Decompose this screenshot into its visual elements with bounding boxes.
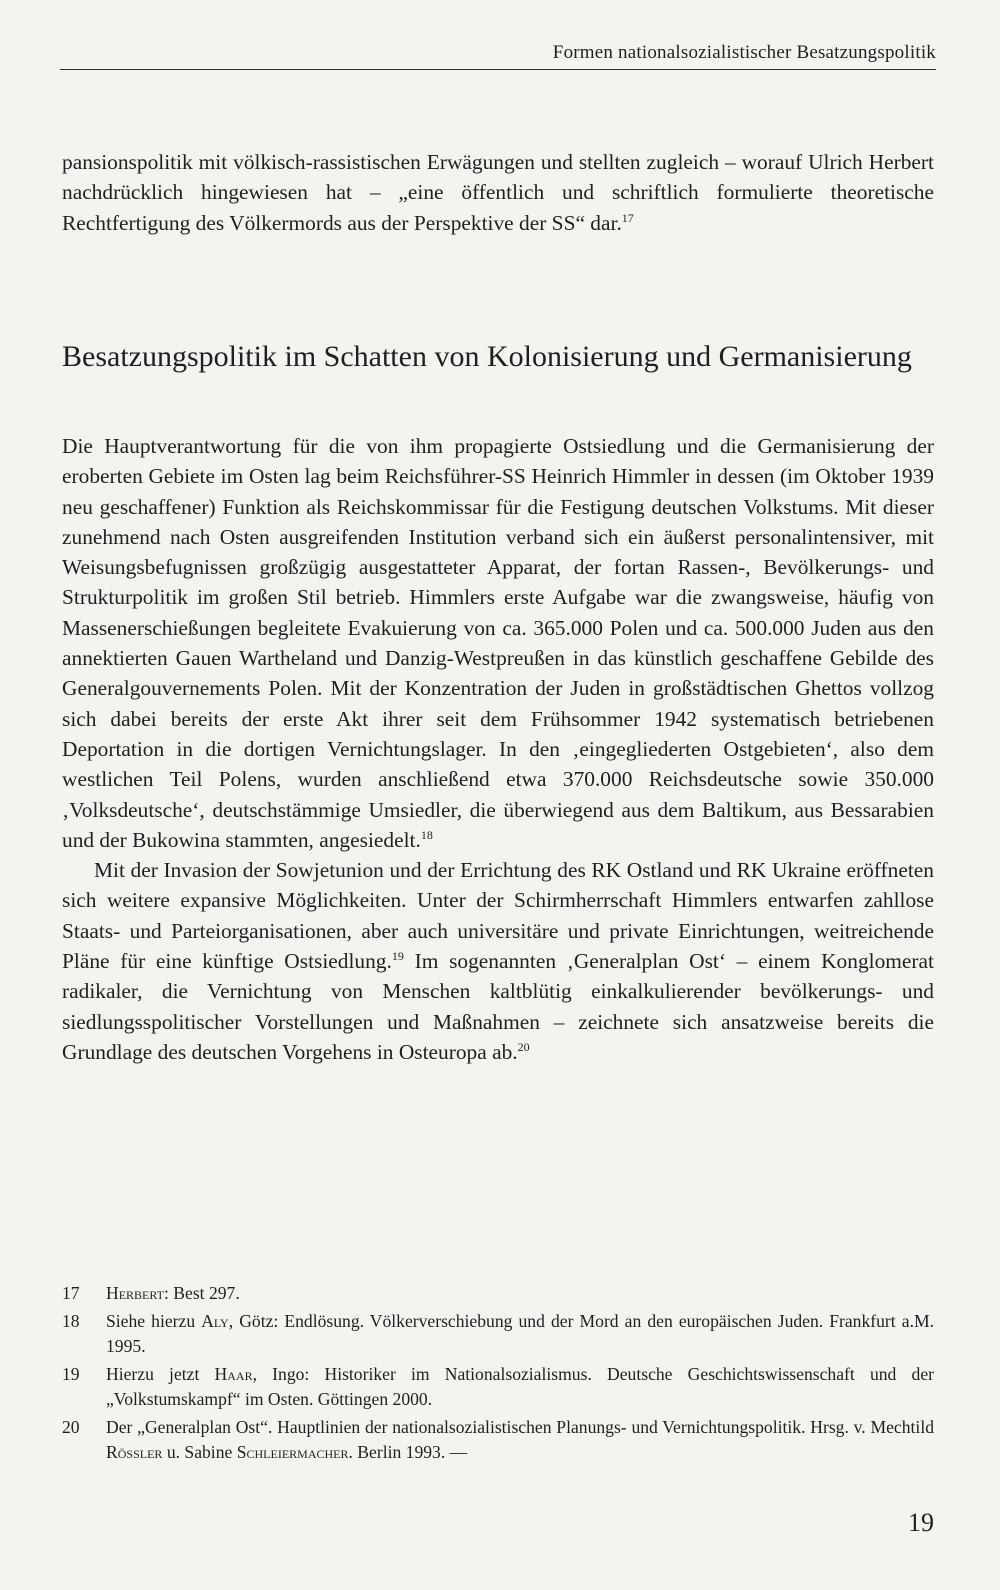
footnote: [62, 1362, 934, 1412]
paragraph-2: [62, 855, 934, 1067]
footnote-body: , Ingo: Historiker im Nationalsozialismus. Deutsche Geschichtswissenschaft und der „Volkstumskampf“ im Osten. Göttingen 2000.: [106, 1364, 934, 1409]
footnote-number: 17: [62, 1283, 80, 1303]
footnote-ref-20[interactable]: 20: [517, 1039, 530, 1054]
footnote-number: 20: [62, 1417, 80, 1437]
running-head: Formen nationalsozialistischer Besatzungspolitik: [60, 42, 936, 70]
footnote-pre: Hierzu jetzt: [106, 1364, 215, 1384]
footnote-mid: u. Sabine: [162, 1442, 237, 1462]
footnote: [62, 1281, 934, 1306]
footnote-pre: Siehe hierzu: [106, 1311, 202, 1331]
section-title: Besatzungspolitik im Schatten von Kolonisierung und Germanisierung: [62, 340, 912, 373]
footnote-text: [106, 1281, 934, 1306]
intro-text: pansionspolitik mit völkisch-rassistischen Erwägungen und stellten zugleich – worauf Ulrich Herbert nachdrücklich hingewiesen hat – „eine öffentlich und schriftlich formulierte theoretische Rechtfertigung des Völkermords aus der Perspektive der SS“ dar.: [62, 150, 934, 235]
footnote-author: Haar: [214, 1364, 253, 1384]
footnote-text: [106, 1415, 934, 1465]
footnote-author-2: Schleiermacher: [236, 1442, 349, 1462]
footnotes: [62, 1281, 934, 1468]
footnote-body: . Berlin 1993. —: [348, 1442, 468, 1462]
footnote: [62, 1309, 934, 1359]
footnote-text: [106, 1309, 934, 1359]
paragraph-1-text: Die Hauptverantwortung für die von ihm propagierte Ostsiedlung und die Germanisierung der eroberten Gebiete im Osten lag beim Reichsführer-SS Heinrich Himmler in dessen (im Oktober 1939 neu geschaffener) Funktion als Reichskommissar für die Festigung deutschen Volkstums. Mit dieser zunehmend nach Osten ausgreifenden Institution verband sich ein äußerst personalintensiver, mit Weisungsbefugnissen großzügig ausgestatteter Apparat, der fortan Rassen-, Bevölkerungs- und Strukturpolitik im großen Stil betrieb. Himmlers erste Aufgabe war die zwangsweise, häufig von Massenerschießungen begleitete Evakuierung von ca. 365.000 Polen und ca. 500.000 Juden aus den annektierten Gauen Wartheland und Danzig-Westpreußen in das künstlich geschaffene Gebilde des Generalgouvernements Polen. Mit der Konzentration der Juden in großstädtischen Ghettos vollzog sich dabei bereits der erste Akt ihrer seit dem Frühsommer 1942 systematisch betriebenen Deportation in die dortigen Vernichtungslager. In den ‚eingegliederten Ostgebieten‘, also dem westlichen Teil Polens, wurden anschließend etwa 370.000 Reichsdeutsche sowie 350.000 ‚Volksdeutsche‘, deutschstämmige Umsiedler, die überwiegend aus dem Baltikum, aus Bessarabien und der Bukowina stammten, angesiedelt.: [62, 434, 934, 852]
section-body: [62, 431, 934, 1067]
footnote-ref-17[interactable]: 17: [621, 210, 634, 225]
paragraph-2-text-cont: Im sogenannten ‚Generalplan Ost‘ – einem Konglomerat radikaler, die Vernichtung von Menschen kaltblütig einkalkulierender bevölkerungs- und siedlungsspolitischer Vorstellungen und Maßnahmen – zeichnete sich ansatzweise bereits die Grundlage des deutschen Vorgehens in Osteuropa ab.: [62, 949, 934, 1064]
footnote-ref-18[interactable]: 18: [420, 827, 433, 842]
footnote-pre: Der „Generalplan Ost“. Hauptlinien der nationalsozialistischen Planungs- und Vernichtungspolitik. Hrsg. v. Mechtild: [106, 1417, 934, 1437]
intro-paragraph: [62, 147, 934, 238]
footnote-body: : Best 297.: [164, 1283, 240, 1303]
footnote-author: Herbert: [106, 1283, 164, 1303]
page-number: 19: [908, 1508, 934, 1537]
footnote-number: 18: [62, 1311, 80, 1331]
footnote-ref-19[interactable]: 19: [391, 948, 404, 963]
footnote-body: , Götz: Endlösung. Völkerverschiebung und der Mord an den europäischen Juden. Frankfurt a.M. 1995.: [106, 1311, 935, 1356]
footnote-number: 19: [62, 1364, 80, 1384]
footnote-author: Aly: [201, 1311, 229, 1331]
footnote-text: [106, 1362, 934, 1412]
footnote-author: Rössler: [106, 1442, 163, 1462]
footnote: [62, 1415, 934, 1465]
paragraph-2-text: Mit der Invasion der Sowjetunion und der Errichtung des RK Ostland und RK Ukraine eröffneten sich weitere expansive Möglichkeiten. Unter der Schirmherrschaft Himmlers entwarfen zahllose Staats- und Parteiorganisationen, aber auch universitäre und private Einrichtungen, weitreichende Pläne für eine künftige Ostsiedlung.: [62, 858, 934, 974]
paragraph-1: [62, 431, 934, 855]
